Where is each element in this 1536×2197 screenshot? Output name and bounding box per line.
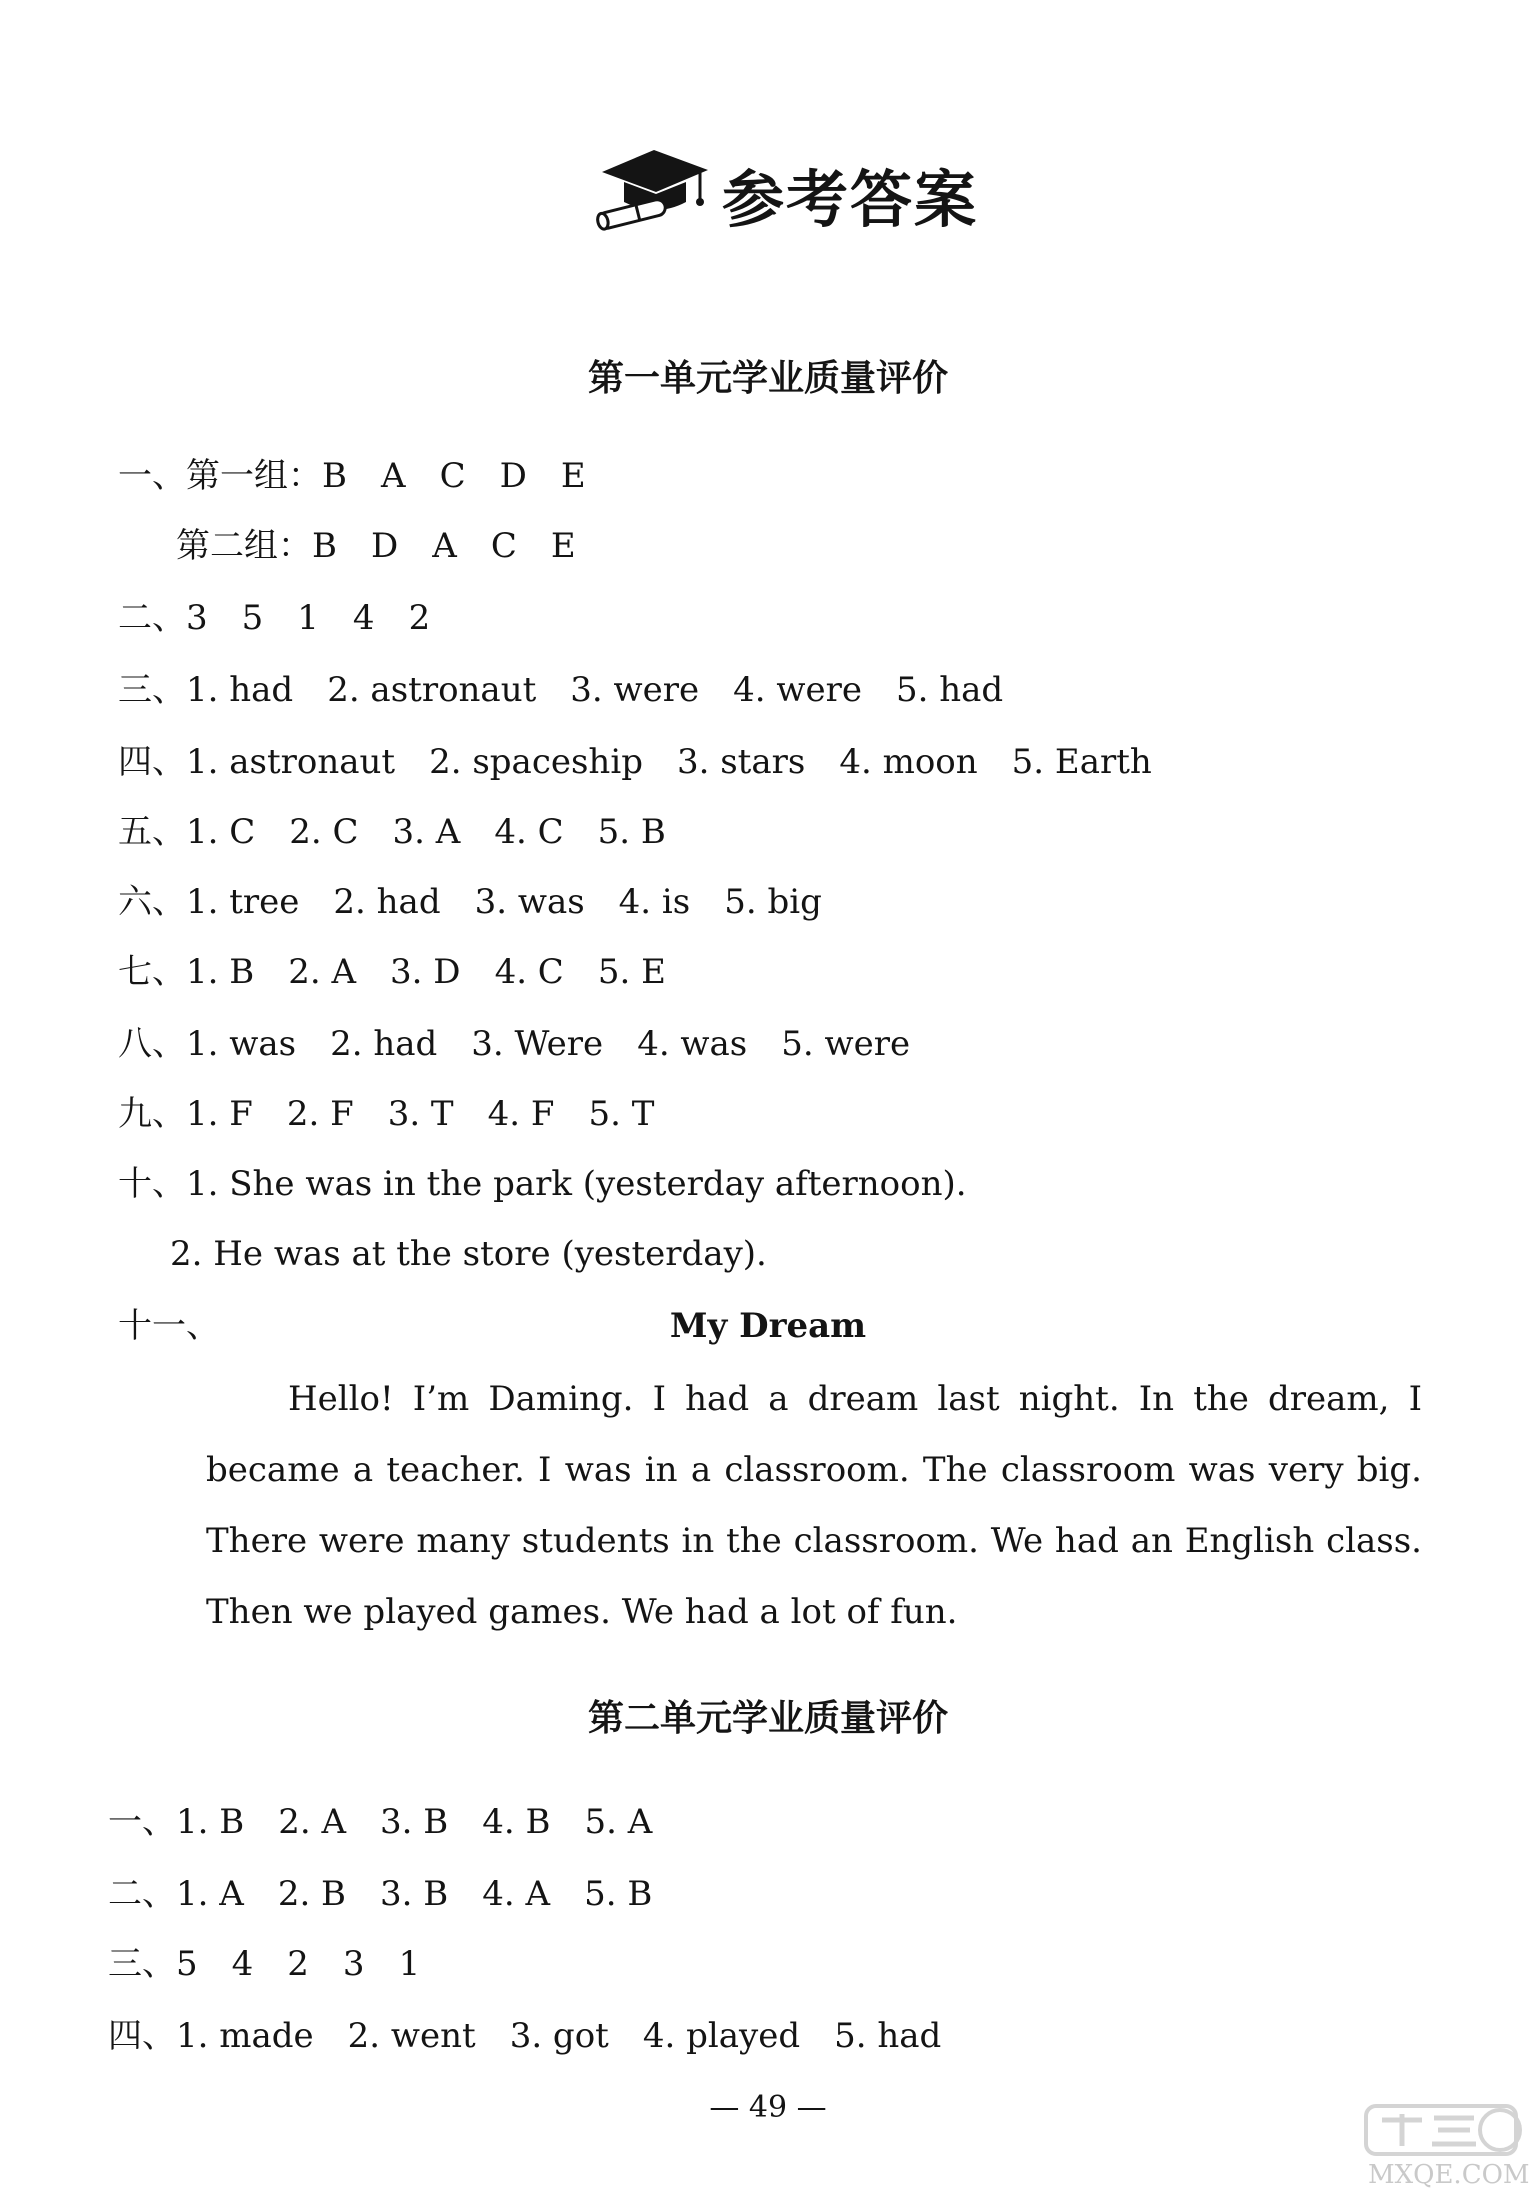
unit1-q10-row — [118, 1162, 967, 1206]
unit1-q3-row — [118, 668, 1037, 712]
answer: 3. got — [509, 2016, 609, 2056]
question-label: 四、 — [108, 2016, 176, 2056]
answer: 5 — [176, 1944, 198, 1984]
answer: C — [439, 456, 466, 496]
answer: C — [490, 526, 517, 566]
answer: 2. F — [286, 1094, 354, 1134]
answer: E — [550, 526, 576, 566]
page-title-block — [592, 140, 1012, 240]
answer: B — [312, 526, 337, 566]
answer: 4. played — [642, 2016, 801, 2056]
answer: 1 — [297, 598, 319, 638]
answer: 4. F — [487, 1094, 555, 1134]
answer: A — [432, 526, 457, 566]
answer: 2. had — [333, 882, 441, 922]
answer: 3. Were — [471, 1024, 604, 1064]
answer: 4. was — [637, 1024, 748, 1064]
answer: 3 — [186, 598, 208, 638]
answer: 1. She was in the park (yesterday afternoon). — [186, 1164, 967, 1204]
essay-title: My Dream — [669, 1306, 867, 1346]
unit1-heading: 第一单元学业质量评价 — [587, 357, 948, 399]
question-label: 一、 — [108, 1802, 176, 1842]
watermark — [1362, 2100, 1532, 2194]
answer: 2. He was at the store (yesterday). — [170, 1234, 767, 1274]
question-label: 五、 — [118, 812, 186, 852]
answer: 3 — [342, 1944, 365, 1984]
unit2-q3-row — [108, 1942, 454, 1986]
question-label: 三、 — [108, 1944, 176, 1984]
answer: 2. A — [278, 1802, 347, 1842]
unit2-q2-row — [108, 1872, 686, 1916]
page-number: — 49 — — [709, 2090, 827, 2125]
answer: 3. T — [387, 1094, 454, 1134]
answer: 4. A — [482, 1874, 551, 1914]
answer: 2 — [287, 1944, 309, 1984]
answer: 1. C — [186, 812, 256, 852]
question-label: 四、 — [118, 742, 186, 782]
answer: B — [322, 456, 347, 496]
question-label: 七、 — [118, 952, 186, 992]
unit2-heading: 第二单元学业质量评价 — [587, 1697, 948, 1739]
answer: 3. stars — [676, 742, 806, 782]
answer: 2. astronaut — [327, 670, 537, 710]
answer: 5. had — [896, 670, 1004, 710]
question-label: 二、 — [108, 1874, 176, 1914]
answer: 4. B — [482, 1802, 551, 1842]
watermark-text: MXQE.COM — [1368, 2160, 1530, 2190]
answer: D — [371, 526, 399, 566]
answer: 5. were — [781, 1024, 911, 1064]
unit2-q4-row — [108, 2014, 975, 2058]
answer: 4. were — [733, 670, 862, 710]
unit1-q8-row — [118, 1022, 944, 1066]
answer: 3. was — [474, 882, 585, 922]
question-label: 九、 — [118, 1094, 186, 1134]
answer: 4. moon — [839, 742, 978, 782]
answer: 2. A — [288, 952, 357, 992]
answer: 5. A — [584, 1802, 653, 1842]
answer: 1. A — [176, 1874, 244, 1914]
answer: 1. F — [186, 1094, 253, 1134]
answer: 3. D — [390, 952, 461, 992]
question-label: 二、 — [118, 598, 186, 638]
graduation-cap-icon — [592, 144, 712, 234]
unit1-q7-row — [118, 950, 700, 994]
answer: 5. big — [724, 882, 822, 922]
answer: 5. had — [834, 2016, 942, 2056]
unit1-q9-row — [118, 1092, 688, 1136]
group-label: 第二组： — [176, 526, 312, 566]
answer: 1. had — [186, 670, 294, 710]
answer: 5 — [241, 598, 264, 638]
answer: 4. is — [618, 882, 691, 922]
unit1-q1-group2-row — [176, 524, 610, 568]
watermark-logo-icon — [1362, 2100, 1532, 2160]
answer: 1. B — [176, 1802, 245, 1842]
answer: 2. had — [330, 1024, 438, 1064]
essay-body: Hello! I’m Daming. I had a dream last night. In the dream, I became a teacher. I was in a classroom. The classroom was very big. There were many students in the classroom. We had an English class. Then we played games. We had a lot of fun. — [206, 1379, 1422, 1632]
answer: 4. C — [494, 812, 564, 852]
answer: A — [381, 456, 406, 496]
answer: 1. B — [186, 952, 255, 992]
page-title: 参考答案 — [722, 163, 979, 236]
question-label: 三、 — [118, 670, 186, 710]
unit1-q1-group1-row — [118, 454, 620, 498]
answer: D — [499, 456, 527, 496]
unit1-q5-row — [118, 810, 700, 854]
answer: 1. tree — [186, 882, 300, 922]
answer: 2. C — [289, 812, 359, 852]
answer: E — [560, 456, 586, 496]
answer: 5. E — [597, 952, 666, 992]
answer: 2. B — [277, 1874, 347, 1914]
answer: 3. B — [380, 1874, 449, 1914]
answer: 2. went — [347, 2016, 476, 2056]
answer: 4 — [352, 598, 375, 638]
answer: 5. B — [584, 1874, 653, 1914]
answer: 1 — [398, 1944, 421, 1984]
answer: 4. C — [494, 952, 564, 992]
answer: 2. spaceship — [429, 742, 643, 782]
unit1-q10-row-2 — [170, 1232, 767, 1276]
question-label: 十、 — [118, 1164, 186, 1204]
unit1-q4-row — [118, 740, 1186, 784]
answer: 1. was — [186, 1024, 297, 1064]
answer: 3. A — [392, 812, 461, 852]
group-label: 第一组： — [186, 456, 322, 496]
answer: 1. made — [176, 2016, 314, 2056]
unit2-q1-row — [108, 1800, 686, 1844]
answer: 3. B — [380, 1802, 449, 1842]
answer: 4 — [231, 1944, 254, 1984]
answer: 5. T — [588, 1094, 655, 1134]
answer: 2 — [408, 598, 431, 638]
unit1-q11-label: 十一、 — [118, 1306, 220, 1346]
answer: 5. B — [597, 812, 666, 852]
question-label: 六、 — [118, 882, 186, 922]
answer: 1. astronaut — [186, 742, 396, 782]
unit1-q2-row — [118, 596, 464, 640]
answer: 5. Earth — [1011, 742, 1152, 782]
answer: 3. were — [570, 670, 700, 710]
unit1-q6-row — [118, 880, 856, 924]
question-label: 八、 — [118, 1024, 186, 1064]
question-label: 一、 — [118, 456, 186, 496]
